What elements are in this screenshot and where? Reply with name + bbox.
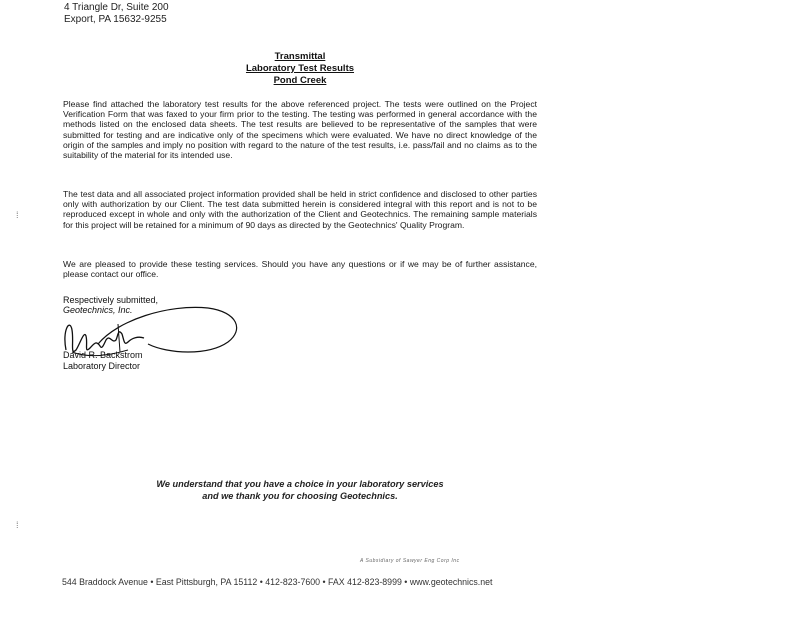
tagline-line-2: and we thank you for choosing Geotechnics. bbox=[202, 491, 398, 501]
tagline-line-1: We understand that you have a choice in your laboratory services bbox=[156, 479, 444, 489]
signer-name: David R. Backstrom bbox=[63, 350, 143, 360]
closing-salutation: Respectively submitted, bbox=[63, 295, 159, 305]
address-line-2: Export, PA 15632-9255 bbox=[64, 14, 167, 25]
scan-mark: ⁞ bbox=[16, 520, 19, 530]
footer-contact: 544 Braddock Avenue • East Pittsburgh, PA 15112 • 412-823-7600 • FAX 412-823-8999 • www.geotechnics.net bbox=[62, 577, 493, 587]
paragraph-3: We are pleased to provide these testing services. Should you have any questions or if we may be of further assistance, please contact our office. bbox=[63, 259, 537, 280]
scan-mark: ⁞ bbox=[16, 210, 19, 220]
title-project: Pond Creek bbox=[273, 75, 327, 86]
paragraph-2: The test data and all associated project information provided shall be held in strict confidence and disclosed to other parties only with authorization by our Client. The test data submitted herein is considered integral with this report and is not to be reproduced except in whole and only with the authorization of the Client and Geotechnics. The remaining sample materials for this project will be retained for a minimum of 90 days as directed by the Geotechnics' Quality Program. bbox=[63, 189, 537, 230]
subsidiary-note: A Subsidiary of Sawyer Eng Corp Inc bbox=[360, 558, 460, 564]
title-lab-results: Laboratory Test Results bbox=[245, 63, 355, 74]
title-transmittal: Transmittal bbox=[274, 51, 326, 62]
paragraph-1: Please find attached the laboratory test results for the above referenced project. The tests were outlined on the Project Verification Form that was faxed to your firm prior to the testing. The testing was performed in general accordance with the methods listed on the enclosed data sheets. The test results are believed to be representative of the samples that were submitted for testing and are indicative only of the specimens which were evaluated. We have no direct knowledge of the origin of the samples and imply no position with regard to the nature of the test results, i.e. pass/fail and no claims as to the suitability of the material for its intended use. bbox=[63, 99, 537, 161]
signer-title: Laboratory Director bbox=[63, 361, 141, 371]
address-line-1: 4 Triangle Dr, Suite 200 bbox=[64, 2, 169, 13]
closing-company: Geotechnics, Inc. bbox=[63, 305, 133, 315]
